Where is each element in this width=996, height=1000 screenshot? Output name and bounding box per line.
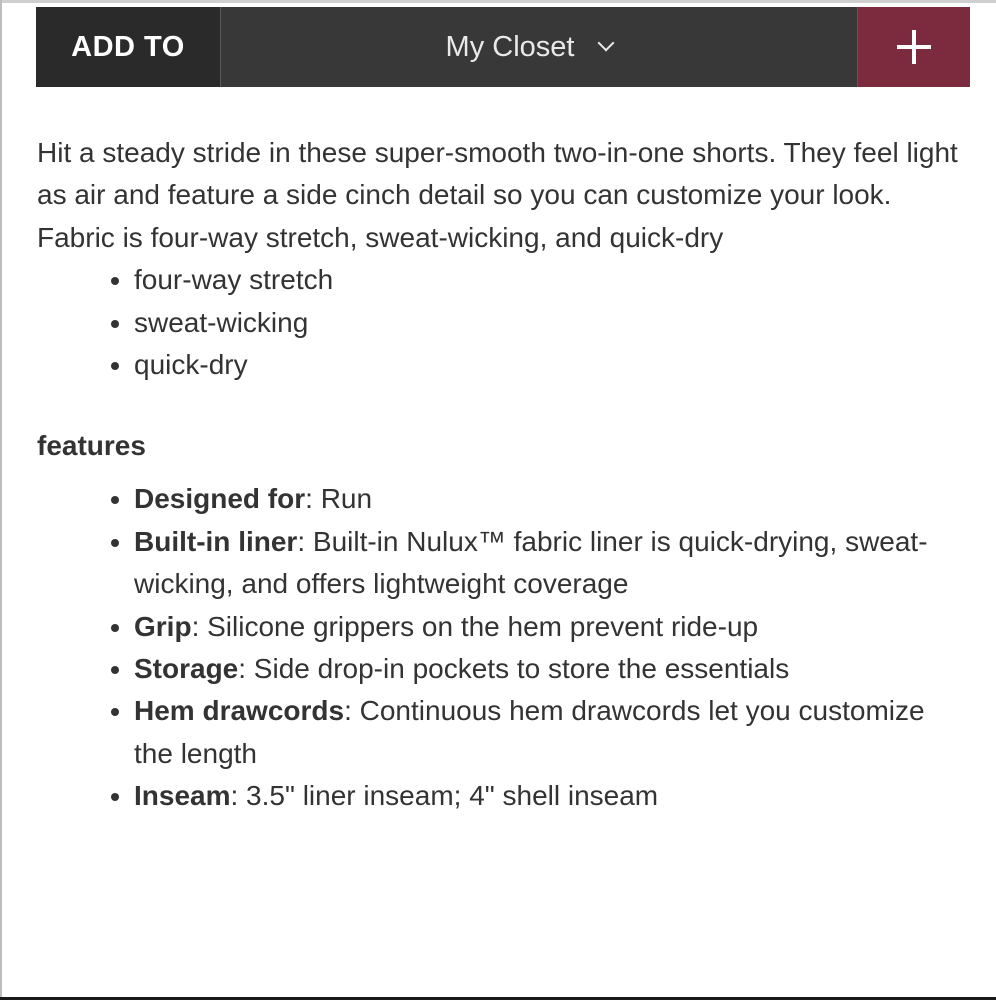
frame-top-border: [0, 0, 996, 3]
feature-item: [134, 606, 967, 648]
feature-label: Built-in liner: [134, 525, 298, 557]
description-paragraph: Hit a steady stride in these super-smooth two-in-one shorts. They feel light as air and feature a side cinch detail so you can customize your look.: [37, 137, 958, 211]
feature-text: : Silicone grippers on the hem prevent ride-up: [191, 610, 759, 642]
feature-label: Grip: [134, 610, 192, 642]
closet-dropdown-value: My Closet: [445, 30, 575, 63]
add-to-label: ADD TO: [36, 7, 221, 87]
list-item: • sweat-wicking: [134, 302, 967, 344]
feature-text: : Built-in Nulux™ fabric liner is quick-drying, sweat-wicking, and offers lightweight coverage: [134, 525, 928, 600]
feature-label: Designed for: [134, 483, 306, 515]
list-item: • four-way stretch: [134, 259, 967, 301]
features-heading: features: [37, 430, 146, 462]
frame-left-border: [0, 0, 2, 1000]
chevron-down-icon: [598, 35, 615, 52]
closet-dropdown[interactable]: [221, 7, 858, 87]
feature-text: : 3.5" liner inseam; 4" shell inseam: [230, 780, 659, 812]
fabric-points-list: [37, 259, 967, 386]
fabric-line: Fabric is four-way stretch, sweat-wicking, and quick-dry: [37, 221, 724, 253]
list-item: • quick-dry: [134, 344, 967, 386]
feature-item: [134, 690, 967, 775]
product-description: [37, 132, 967, 818]
feature-label: Inseam: [134, 780, 231, 812]
feature-item: [134, 648, 967, 690]
feature-item: [134, 478, 967, 520]
feature-text: : Continuous hem drawcords let you customize the length: [134, 695, 925, 769]
plus-icon: [897, 30, 931, 64]
feature-label: Storage: [134, 653, 239, 685]
add-to-closet-button[interactable]: [858, 7, 970, 87]
add-to-bar: [36, 7, 970, 87]
feature-item: [134, 775, 967, 817]
features-list: [37, 478, 967, 817]
feature-text: : Run: [305, 483, 373, 515]
feature-label: Hem drawcords: [134, 695, 345, 727]
feature-text: : Side drop-in pockets to store the essentials: [238, 653, 790, 685]
feature-item: [134, 521, 967, 606]
